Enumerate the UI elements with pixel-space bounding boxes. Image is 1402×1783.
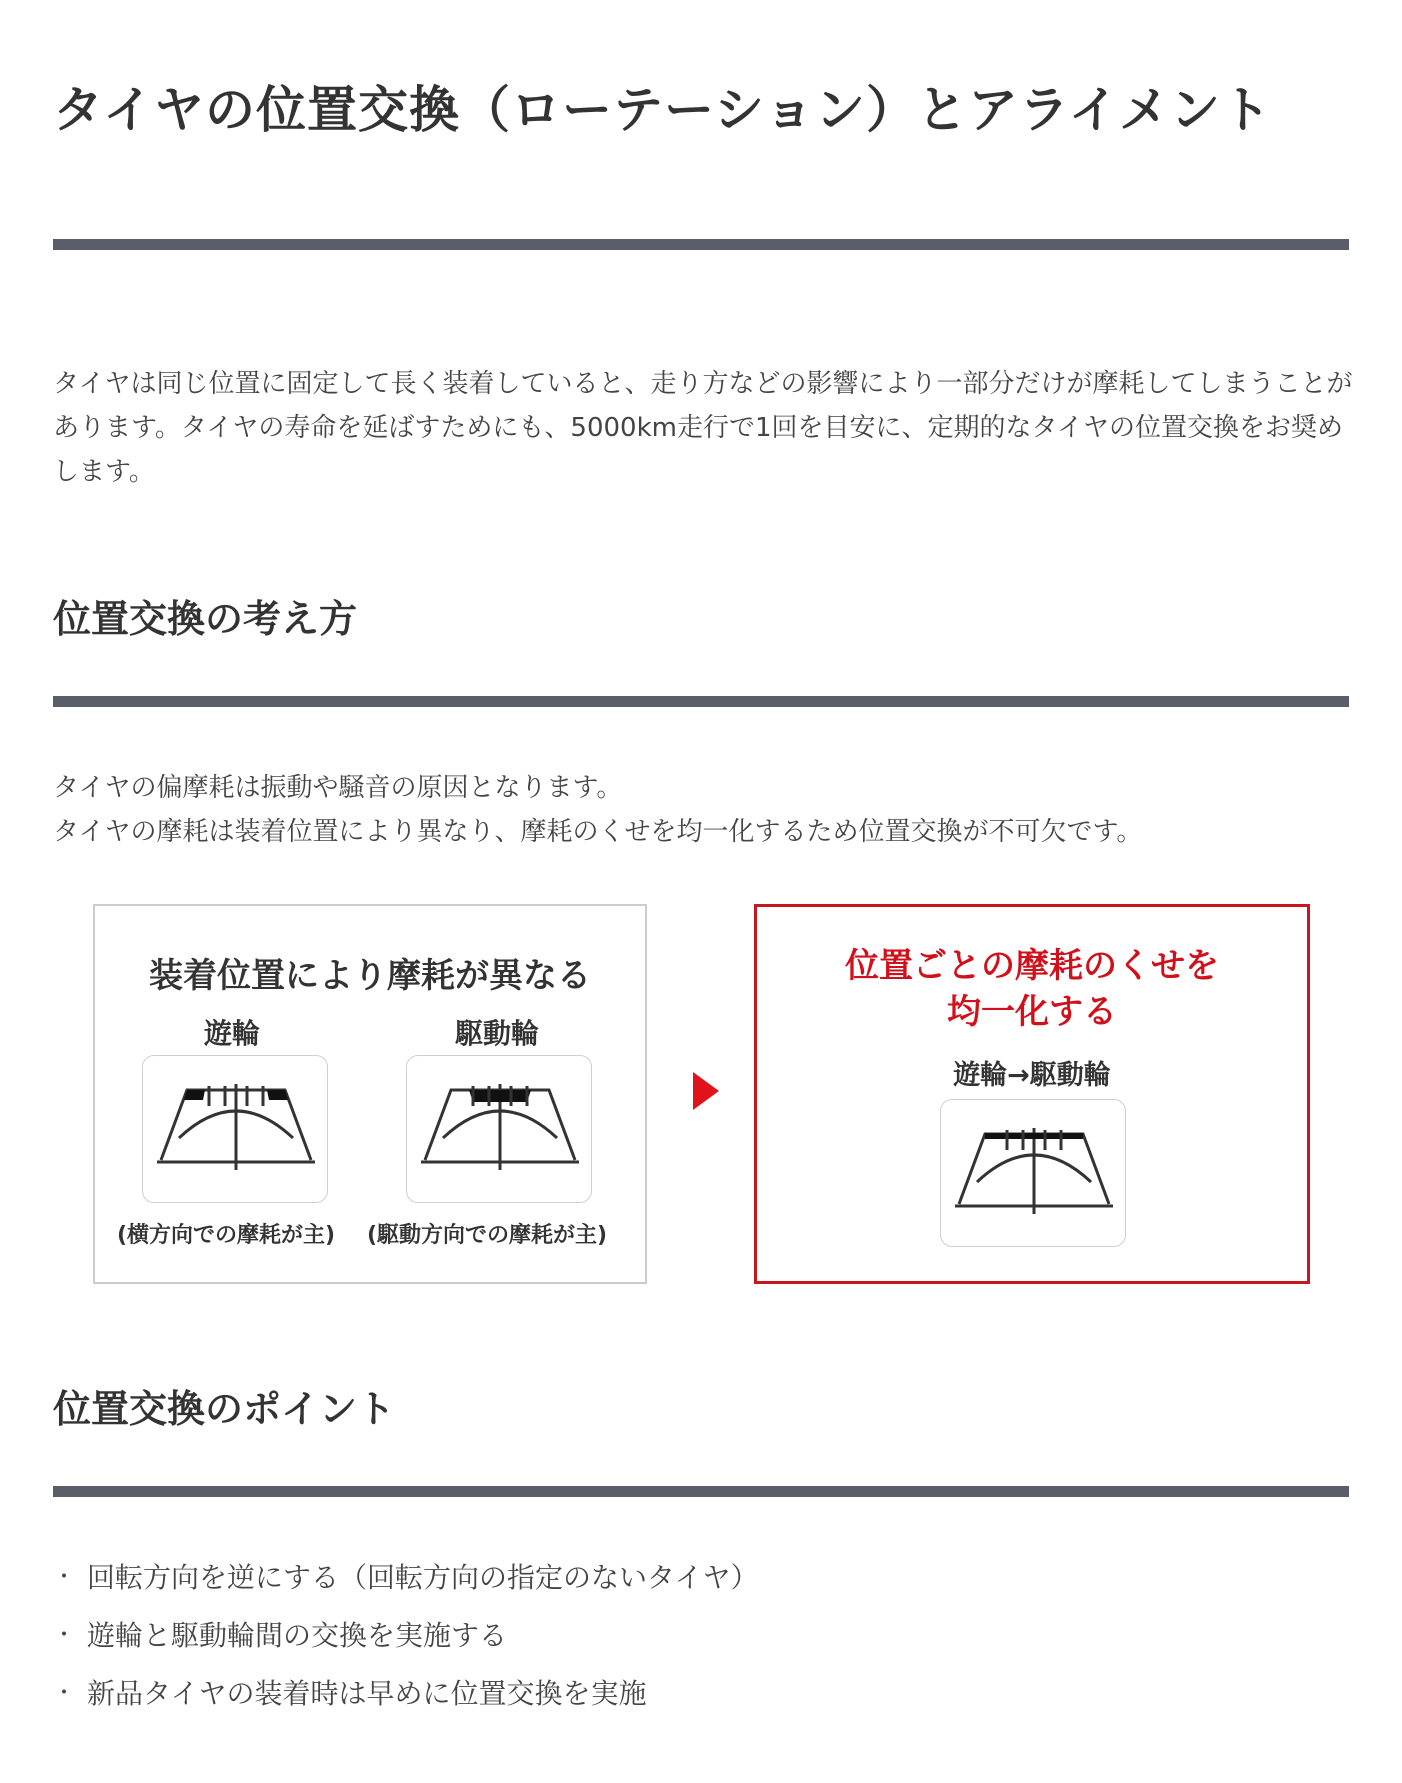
equalize-wear-panel (754, 904, 1310, 1284)
rotation-subtitle: 遊輪→駆動輪 (953, 1060, 1111, 1091)
list-item-text: 回転方向を逆にする（回転方向の指定のないタイヤ） (87, 1561, 759, 1594)
wear-comparison-panel (93, 904, 647, 1284)
points-list (53, 1558, 758, 1732)
title-divider (53, 239, 1349, 250)
list-item (53, 1674, 758, 1732)
approach-divider (53, 696, 1349, 707)
list-item-text: 遊輪と駆動輪間の交換を実施する (87, 1619, 508, 1652)
approach-line-1: タイヤの偏摩耗は振動や騒音の原因となります。 (53, 773, 623, 803)
approach-line-2: タイヤの摩耗は装着位置により異なり、摩耗のくせを均一化するため位置交換が不可欠です。 (53, 817, 1143, 847)
arrow-right-icon (693, 1072, 719, 1110)
tire-wear-even-icon (941, 1100, 1127, 1248)
list-item (53, 1558, 758, 1616)
tire-wear-shoulder-icon (143, 1056, 329, 1204)
equalize-wear-title (757, 943, 1307, 1035)
intro-paragraph: タイヤは同じ位置に固定して長く装着していると、走り方などの影響により一部分だけが摩耗してしまうことがあります。タイヤの寿命を延ばすためにも、5000km走行で1回を目安に、定期的なタイヤの位置交換をお奨めします。 (53, 369, 1353, 487)
bullet-icon: ・ (53, 1565, 76, 1590)
free-wheel-label: 遊輪 (203, 1017, 260, 1050)
approach-text (53, 766, 1353, 854)
bullet-icon: ・ (53, 1623, 76, 1648)
section-heading-approach: 位置交換の考え方 (53, 597, 358, 641)
page-title: タイヤの位置交換（ローテーション）とアライメント (53, 81, 1272, 139)
points-divider (53, 1486, 1349, 1497)
equalized-tire-diagram (940, 1099, 1126, 1247)
drive-wheel-caption: (駆動方向での摩耗が主) (367, 1223, 608, 1248)
list-item (53, 1616, 758, 1674)
bullet-icon: ・ (53, 1681, 76, 1706)
drive-wheel-label: 駆動輪 (454, 1017, 539, 1050)
free-wheel-tire-diagram (142, 1055, 328, 1203)
tire-wear-center-icon (407, 1056, 593, 1204)
list-item-text: 新品タイヤの装着時は早めに位置交換を実施 (87, 1677, 647, 1710)
wear-comparison-title: 装着位置により摩耗が異なる (149, 956, 591, 996)
equalize-wear-title-line-1: 位置ごとの摩耗のくせを (845, 946, 1219, 986)
free-wheel-caption: (横方向での摩耗が主) (117, 1223, 336, 1248)
section-heading-points: 位置交換のポイント (53, 1387, 396, 1431)
equalize-wear-title-line-2: 均一化する (947, 992, 1117, 1032)
drive-wheel-tire-diagram (406, 1055, 592, 1203)
